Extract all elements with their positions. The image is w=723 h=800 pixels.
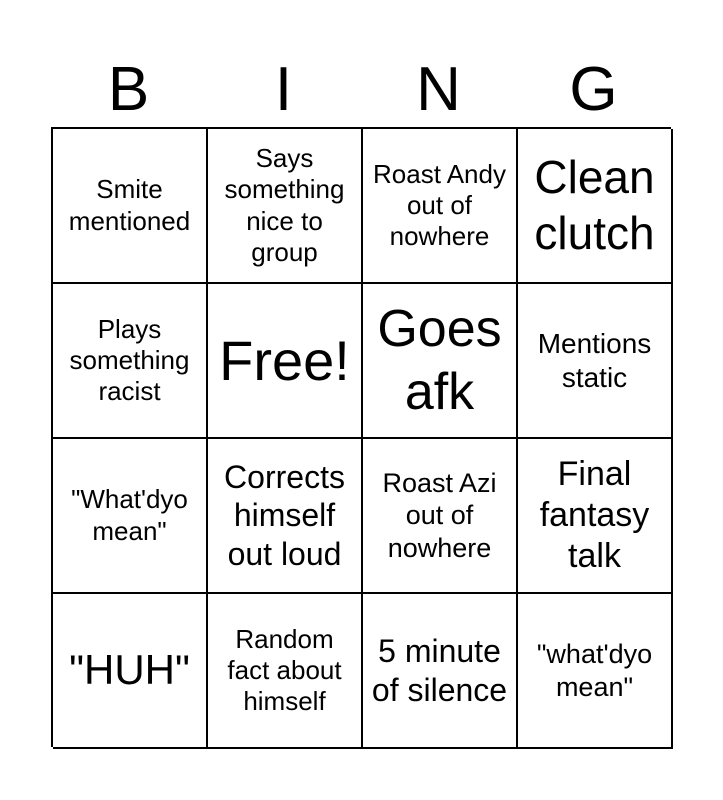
bingo-cell-free[interactable] — [208, 284, 363, 439]
cell-text: Mentions static — [537, 327, 652, 393]
bingo-cell-r3-c3[interactable] — [518, 594, 673, 749]
bingo-cell-r0-c3[interactable] — [518, 129, 673, 284]
bingo-cell-r3-c0[interactable] — [53, 594, 208, 749]
bingo-cell-r3-c2[interactable] — [363, 594, 518, 749]
cell-text: Says something nice to group — [224, 143, 345, 267]
header-letter-g: G — [569, 55, 618, 124]
bingo-cell-r0-c0[interactable] — [53, 129, 208, 284]
free-space-text: Free! — [219, 328, 350, 392]
header-letter-n: N — [416, 55, 461, 124]
bingo-cell-r2-c1[interactable] — [208, 439, 363, 594]
bingo-cell-r0-c1[interactable] — [208, 129, 363, 284]
cell-text: 5 minute of silence — [371, 633, 508, 708]
cell-text: "HUH" — [69, 646, 190, 694]
bingo-cell-r1-c2[interactable] — [363, 284, 518, 439]
cell-text: Roast Andy out of nowhere — [373, 158, 506, 252]
bingo-cell-r2-c3[interactable] — [518, 439, 673, 594]
cell-text: Random fact about himself — [227, 623, 342, 717]
cell-text: "what'dyo mean" — [536, 639, 653, 702]
header-letter-i: I — [274, 55, 293, 124]
bingo-cell-r1-c0[interactable] — [53, 284, 208, 439]
cell-text: Roast Azi out of nowhere — [382, 467, 497, 563]
bingo-cell-r2-c2[interactable] — [363, 439, 518, 594]
cell-text: Clean clutch — [534, 151, 655, 259]
cell-text: "What'dyo mean" — [71, 484, 188, 546]
bingo-cell-r2-c0[interactable] — [53, 439, 208, 594]
cell-text: Smite mentioned — [68, 174, 191, 236]
bingo-cell-r1-c3[interactable] — [518, 284, 673, 439]
bingo-board — [51, 127, 671, 747]
cell-text: Final fantasy talk — [539, 455, 650, 575]
bingo-cell-r0-c2[interactable] — [363, 129, 518, 284]
header-letter-b: B — [107, 55, 150, 124]
cell-text: Goes afk — [377, 300, 502, 421]
cell-text: Corrects himself out loud — [224, 458, 345, 572]
bingo-cell-r3-c1[interactable] — [208, 594, 363, 749]
cell-text: Plays something racist — [69, 313, 190, 407]
bingo-header — [51, 52, 671, 128]
